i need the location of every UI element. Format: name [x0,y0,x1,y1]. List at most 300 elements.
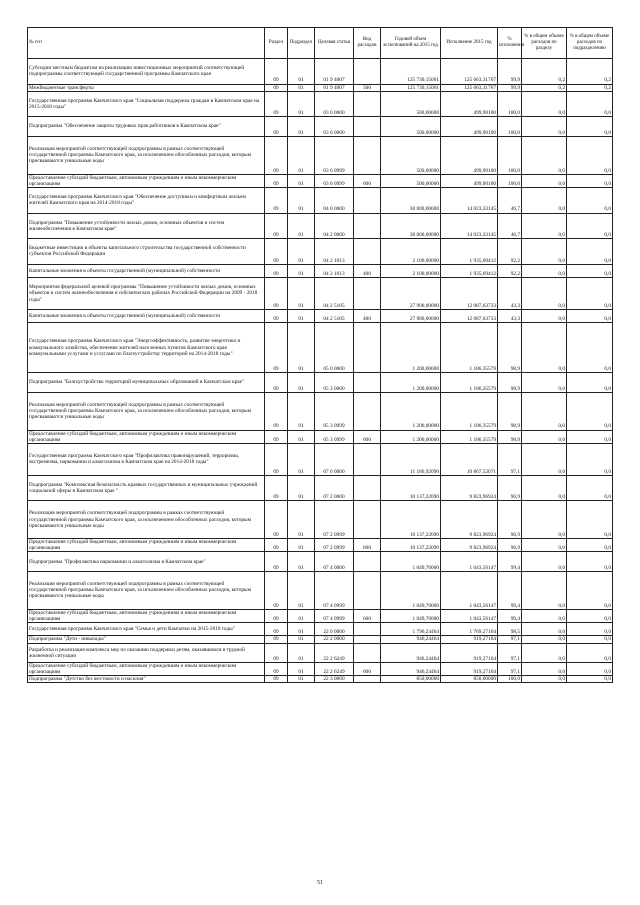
cell-name: Подпрограмма "Детство без жестокости и насилия" [28,676,265,683]
cell-plan: 946,24464 [381,643,441,662]
table-row [28,571,613,609]
table-body [28,59,613,683]
cell-share-podrazdel: 0,0 [567,443,613,475]
cell-expense-type: 500 [354,84,381,91]
cell-plan: 1 200,00000 [381,373,441,392]
cell-percent: 99,9 [498,59,522,85]
cell-target-article: 01 9 4007 [315,84,354,91]
cell-plan: 1 200,00000 [381,430,441,443]
cell-target-article: 22 3 0000 [315,676,354,683]
cell-percent: 97,1 [498,636,522,643]
cell-fact: 1 043,56147 [441,552,498,571]
cell-name: Подпрограмма "Профилактика наркомании и алкоголизма в Камчатском крае" [28,552,265,571]
cell-target-article: 03 6 0000 [315,117,354,136]
table-row [28,623,613,636]
cell-share-razdel: 0,0 [522,571,567,609]
cell-razdel: 09 [265,636,288,643]
header-plan: Годовой объем ассигнований на 2015 год [381,28,441,59]
cell-razdel: 09 [265,392,288,430]
table-row [28,663,613,676]
cell-expense-type [354,392,381,430]
cell-share-podrazdel: 0,2 [567,59,613,85]
cell-percent: 92,2 [498,264,522,277]
header-fact: Исполнение 2015 год [441,28,498,59]
cell-fact: 12 087,63733 [441,309,498,322]
cell-name: Реализация мероприятий соответствующей подпрограммы в рамках соответствующей государственной программы Камчатского края, за исключением обособленных расходов, которым присваиваются уникальные коды [28,571,265,609]
table-row [28,501,613,539]
cell-fact: 14 023,33145 [441,187,498,213]
budget-table [27,27,613,683]
cell-razdel: 09 [265,117,288,136]
cell-plan: 1 049,70000 [381,571,441,609]
cell-expense-type [354,501,381,539]
table-row [28,309,613,322]
cell-target-article: 07 4 0999 [315,571,354,609]
table-row [28,174,613,187]
cell-name: Подпрограмма "Обеспечение защиты трудовых прав работников в Камчатском крае" [28,117,265,136]
cell-expense-type [354,91,381,117]
cell-share-razdel: 0,0 [522,663,567,676]
cell-plan: 30 000,00000 [381,187,441,213]
cell-podrazdel: 01 [288,373,315,392]
cell-share-podrazdel: 0,0 [567,571,613,609]
cell-percent: 46,7 [498,213,522,239]
header-target-article: Целевая статья [315,28,354,59]
cell-share-razdel: 0,0 [522,609,567,622]
cell-target-article: 04 2 0000 [315,213,354,239]
table-row [28,609,613,622]
cell-target-article: 03 6 0999 [315,174,354,187]
cell-percent: 97,1 [498,643,522,662]
table-row [28,373,613,392]
cell-razdel: 09 [265,323,288,373]
table-row [28,475,613,501]
cell-fact: 1 186,35579 [441,392,498,430]
table-row [28,443,613,475]
table-row [28,323,613,373]
cell-podrazdel: 01 [288,84,315,91]
cell-plan: 1 200,00000 [381,323,441,373]
cell-podrazdel: 01 [288,117,315,136]
cell-name: Межбюджетные трансферты [28,84,265,91]
cell-fact: 499,90100 [441,136,498,174]
cell-razdel: 09 [265,136,288,174]
cell-target-article: 04 2 5105 [315,309,354,322]
cell-podrazdel: 01 [288,392,315,430]
cell-expense-type [354,636,381,643]
cell-name: Капитальные вложения в объекты государственной (муниципальной) собственности [28,264,265,277]
cell-share-podrazdel: 0,0 [567,501,613,539]
cell-podrazdel: 01 [288,643,315,662]
cell-percent: 97,1 [498,663,522,676]
cell-name: Разработка и реализация комплекса мер по оказанию поддержки детям, оказавшимся в трудной жизненной ситуации [28,643,265,662]
cell-fact: 9 823,96924 [441,501,498,539]
cell-percent: 99,9 [498,84,522,91]
cell-fact: 1 186,35579 [441,373,498,392]
cell-plan: 2 100,00000 [381,264,441,277]
cell-share-podrazdel: 0,2 [567,84,613,91]
cell-share-podrazdel: 0,0 [567,187,613,213]
cell-razdel: 09 [265,571,288,609]
cell-podrazdel: 01 [288,609,315,622]
cell-expense-type: 400 [354,309,381,322]
cell-expense-type [354,136,381,174]
header-number: № п/п [28,28,265,59]
cell-name: Государственная программа Камчатского края "Социальная поддержка граждан в Камчатском крае на 2015-2018 годы" [28,91,265,117]
cell-plan: 500,00000 [381,117,441,136]
cell-name: Реализация мероприятий соответствующей подпрограммы в рамках соответствующей государственной программы Камчатского края, за исключением обособленных расходов, которым присваиваются уникальные коды [28,392,265,430]
cell-share-razdel: 0,0 [522,278,567,310]
table-row [28,430,613,443]
cell-name: Субсидии местным бюджетам на реализацию инвестиционных мероприятий соответствующей подпрограммы соответствующей государственной программы Камчатского края [28,59,265,85]
cell-razdel: 09 [265,643,288,662]
cell-podrazdel: 01 [288,264,315,277]
cell-percent: 100,0 [498,174,522,187]
cell-share-podrazdel: 0,0 [567,373,613,392]
cell-target-article: 04 2 1013 [315,264,354,277]
cell-plan: 27 900,00000 [381,278,441,310]
cell-share-razdel: 0,0 [522,264,567,277]
cell-share-podrazdel: 0,0 [567,213,613,239]
cell-plan: 500,00000 [381,174,441,187]
cell-fact: 1 043,56147 [441,571,498,609]
cell-name: Предоставление субсидий бюджетным, автономным учреждениям и иным некоммерческим организациям [28,174,265,187]
cell-expense-type [354,571,381,609]
cell-fact: 1 186,35579 [441,323,498,373]
cell-fact: 125 663,31767 [441,84,498,91]
table-row [28,239,613,265]
cell-razdel: 09 [265,84,288,91]
cell-percent: 99,4 [498,571,522,609]
cell-name: Реализация мероприятий соответствующей подпрограммы в рамках соответствующей государственной программы Камчатского края, за исключением обособленных расходов, которым присваиваются уникальные коды [28,136,265,174]
cell-target-article: 05 0 0000 [315,323,354,373]
table-row [28,552,613,571]
cell-target-article: 04 0 0000 [315,187,354,213]
cell-expense-type [354,278,381,310]
table-row [28,278,613,310]
cell-percent: 98,9 [498,392,522,430]
cell-share-razdel: 0,0 [522,323,567,373]
cell-fact: 919,27164 [441,663,498,676]
cell-plan: 125 730,15001 [381,59,441,85]
table-row [28,264,613,277]
cell-expense-type [354,676,381,683]
cell-razdel: 09 [265,443,288,475]
cell-share-razdel: 0,2 [522,84,567,91]
cell-podrazdel: 01 [288,571,315,609]
cell-target-article: 22 2 6249 [315,663,354,676]
cell-podrazdel: 01 [288,187,315,213]
cell-percent: 100,0 [498,91,522,117]
cell-target-article: 04 2 1013 [315,239,354,265]
cell-name: Мероприятия федеральной целевой программы "Повышение устойчивости жилых домов, основных объектов и систем жизнеобеспечения в сейсмических районах Российской Федерации на 2009 - 2018 годы" [28,278,265,310]
cell-share-podrazdel: 0,0 [567,91,613,117]
cell-plan: 946,24464 [381,636,441,643]
cell-percent: 96,9 [498,539,522,552]
cell-share-razdel: 0,0 [522,430,567,443]
cell-target-article: 07 0 0000 [315,443,354,475]
cell-plan: 1 049,70000 [381,609,441,622]
cell-expense-type [354,443,381,475]
cell-share-razdel: 0,0 [522,136,567,174]
cell-name: Предоставление субсидий бюджетным, автономным учреждениям и иным некоммерческим организациям [28,430,265,443]
cell-target-article: 05 3 0000 [315,373,354,392]
header-expense-type: Вид расходов [354,28,381,59]
cell-target-article: 01 9 4007 [315,59,354,85]
cell-share-razdel: 0,0 [522,174,567,187]
cell-podrazdel: 01 [288,323,315,373]
cell-share-razdel: 0,0 [522,187,567,213]
cell-share-razdel: 0,0 [522,676,567,683]
table-row [28,539,613,552]
cell-share-podrazdel: 0,0 [567,475,613,501]
cell-share-podrazdel: 0,0 [567,174,613,187]
cell-share-podrazdel: 0,0 [567,136,613,174]
cell-expense-type [354,59,381,85]
cell-share-podrazdel: 0,0 [567,663,613,676]
cell-target-article: 22 2 6249 [315,643,354,662]
cell-razdel: 09 [265,373,288,392]
cell-share-razdel: 0,0 [522,636,567,643]
cell-share-podrazdel: 0,0 [567,117,613,136]
cell-podrazdel: 01 [288,59,315,85]
cell-share-razdel: 0,0 [522,643,567,662]
cell-plan: 946,24464 [381,663,441,676]
cell-plan: 10 137,22090 [381,501,441,539]
cell-percent: 99,4 [498,609,522,622]
cell-share-podrazdel: 0,0 [567,552,613,571]
cell-percent: 98,5 [498,623,522,636]
cell-share-razdel: 0,0 [522,539,567,552]
cell-percent: 96,9 [498,475,522,501]
cell-name: Подпрограмма "Комплексная безопасность краевых государственных и муниципальных учреждений социальной сферы в Камчатском крае " [28,475,265,501]
cell-share-podrazdel: 0,0 [567,609,613,622]
cell-share-razdel: 0,0 [522,309,567,322]
cell-percent: 100,0 [498,117,522,136]
cell-razdel: 09 [265,187,288,213]
cell-percent: 100,0 [498,136,522,174]
cell-target-article: 03 6 0999 [315,136,354,174]
cell-name: Подпрограмма "Благоустройство территорий муниципальных образований в Камчатском крае" [28,373,265,392]
header-share-razdel: % в общем объеме расходов по разделу [522,28,567,59]
cell-percent: 98,9 [498,373,522,392]
table-header-row [28,28,613,59]
table-row [28,187,613,213]
header-razdel: Раздел [265,28,288,59]
cell-plan: 500,00000 [381,136,441,174]
cell-share-razdel: 0,0 [522,213,567,239]
cell-fact: 1 186,35579 [441,430,498,443]
cell-target-article: 22 0 0000 [315,623,354,636]
cell-razdel: 09 [265,552,288,571]
cell-plan: 10 137,22090 [381,539,441,552]
cell-expense-type [354,373,381,392]
cell-target-article: 03 0 0000 [315,91,354,117]
table-row [28,392,613,430]
table-row [28,91,613,117]
cell-razdel: 09 [265,59,288,85]
cell-expense-type [354,117,381,136]
cell-expense-type [354,552,381,571]
cell-share-podrazdel: 0,0 [567,539,613,552]
cell-plan: 27 900,00000 [381,309,441,322]
cell-fact: 1 935,69412 [441,239,498,265]
cell-podrazdel: 01 [288,430,315,443]
table-row [28,676,613,683]
cell-razdel: 09 [265,174,288,187]
cell-expense-type [354,623,381,636]
cell-share-razdel: 0,0 [522,552,567,571]
table-row [28,636,613,643]
cell-razdel: 09 [265,264,288,277]
cell-percent: 97,1 [498,443,522,475]
cell-podrazdel: 01 [288,309,315,322]
cell-percent: 96,9 [498,501,522,539]
cell-podrazdel: 01 [288,539,315,552]
cell-expense-type: 400 [354,264,381,277]
cell-percent: 99,4 [498,552,522,571]
cell-share-podrazdel: 0,0 [567,636,613,643]
cell-razdel: 09 [265,278,288,310]
cell-plan: 850,00000 [381,676,441,683]
cell-share-podrazdel: 0,0 [567,309,613,322]
cell-name: Предоставление субсидий бюджетным, автономным учреждениям и иным некоммерческим организациям [28,609,265,622]
cell-percent: 98,9 [498,430,522,443]
cell-expense-type: 600 [354,663,381,676]
cell-plan: 30 000,00000 [381,213,441,239]
cell-fact: 1 043,56147 [441,609,498,622]
cell-target-article: 05 3 0999 [315,392,354,430]
cell-podrazdel: 01 [288,501,315,539]
header-podrazdel: Подраздел [288,28,315,59]
cell-razdel: 09 [265,213,288,239]
table-row [28,136,613,174]
cell-podrazdel: 01 [288,239,315,265]
cell-expense-type [354,475,381,501]
cell-podrazdel: 01 [288,443,315,475]
table-row [28,643,613,662]
cell-razdel: 09 [265,676,288,683]
cell-expense-type [354,323,381,373]
cell-razdel: 09 [265,609,288,622]
cell-razdel: 09 [265,309,288,322]
cell-share-razdel: 0,0 [522,475,567,501]
cell-razdel: 09 [265,501,288,539]
cell-share-razdel: 0,2 [522,59,567,85]
cell-razdel: 09 [265,539,288,552]
cell-expense-type [354,213,381,239]
cell-plan: 10 137,22090 [381,475,441,501]
cell-fact: 499,90100 [441,91,498,117]
cell-target-article: 07 2 0999 [315,539,354,552]
page-number: 51 [317,880,323,886]
cell-razdel: 09 [265,623,288,636]
cell-expense-type: 600 [354,539,381,552]
cell-podrazdel: 01 [288,676,315,683]
cell-fact: 499,90100 [441,117,498,136]
cell-expense-type: 600 [354,174,381,187]
cell-plan: 11 186,92090 [381,443,441,475]
cell-name: Государственная программа Камчатского края "Профилактика правонарушений, терроризма, экстремизма, наркомании и алкоголизма в Камчатском крае на 2014-2018 годы" [28,443,265,475]
cell-share-razdel: 0,0 [522,91,567,117]
cell-share-razdel: 0,0 [522,239,567,265]
cell-share-podrazdel: 0,0 [567,278,613,310]
cell-name: Подпрограмма "Дети - инвалиды" [28,636,265,643]
cell-share-podrazdel: 0,0 [567,239,613,265]
cell-share-podrazdel: 0,0 [567,392,613,430]
cell-name: Государственная программа Камчатского края "Семья и дети Камчатки на 2015-2018 годы" [28,623,265,636]
cell-expense-type [354,643,381,662]
cell-name: Подпрограмма "Повышение устойчивости жилых домов, основных объектов и систем жизнеобеспечения в Камчатском крае" [28,213,265,239]
cell-fact: 14 023,33145 [441,213,498,239]
cell-target-article: 07 4 0999 [315,609,354,622]
cell-share-razdel: 0,0 [522,501,567,539]
table-row [28,59,613,85]
cell-fact: 1 935,69412 [441,264,498,277]
table-row [28,213,613,239]
cell-percent: 43,3 [498,278,522,310]
cell-razdel: 09 [265,663,288,676]
cell-target-article: 04 2 5105 [315,278,354,310]
cell-target-article: 05 3 0999 [315,430,354,443]
cell-target-article: 07 2 0999 [315,501,354,539]
cell-podrazdel: 01 [288,278,315,310]
cell-fact: 125 663,31767 [441,59,498,85]
cell-plan: 2 100,00000 [381,239,441,265]
cell-fact: 850,00000 [441,676,498,683]
cell-podrazdel: 01 [288,136,315,174]
cell-podrazdel: 01 [288,475,315,501]
cell-fact: 1 769,27164 [441,623,498,636]
cell-percent: 46,7 [498,187,522,213]
cell-fact: 9 823,96924 [441,539,498,552]
cell-fact: 499,90100 [441,174,498,187]
cell-name: Бюджетные инвестиции в объекты капитального строительства государственной собственности субъектов Российской Федерации [28,239,265,265]
cell-name: Реализация мероприятий соответствующей подпрограммы в рамках соответствующей государственной программы Камчатского края, за исключением обособленных расходов, которым присваиваются уникальные коды [28,501,265,539]
cell-name: Государственная программа Камчатского края "Обеспечение доступным и комфортным жильем жителей Камчатского края на 2014-2018 годы" [28,187,265,213]
cell-share-podrazdel: 0,0 [567,643,613,662]
header-percent: % исполнения [498,28,522,59]
cell-share-razdel: 0,0 [522,623,567,636]
cell-target-article: 07 4 0000 [315,552,354,571]
cell-expense-type: 600 [354,430,381,443]
cell-expense-type [354,187,381,213]
cell-target-article: 22 2 0000 [315,636,354,643]
table-row [28,84,613,91]
cell-fact: 919,27164 [441,636,498,643]
cell-expense-type: 600 [354,609,381,622]
cell-podrazdel: 01 [288,552,315,571]
cell-fact: 10 867,52071 [441,443,498,475]
cell-name: Предоставление субсидий бюджетным, автономным учреждениям и иным некоммерческим организациям [28,663,265,676]
cell-percent: 43,3 [498,309,522,322]
cell-podrazdel: 01 [288,663,315,676]
cell-name: Предоставление субсидий бюджетным, автономным учреждениям и иным некоммерческим организациям [28,539,265,552]
cell-podrazdel: 01 [288,636,315,643]
cell-podrazdel: 01 [288,174,315,187]
cell-share-podrazdel: 0,0 [567,623,613,636]
cell-plan: 1 049,70000 [381,552,441,571]
cell-share-podrazdel: 0,0 [567,323,613,373]
cell-podrazdel: 01 [288,91,315,117]
cell-share-razdel: 0,0 [522,373,567,392]
cell-razdel: 09 [265,239,288,265]
cell-share-podrazdel: 0,0 [567,264,613,277]
cell-plan: 1 796,24464 [381,623,441,636]
cell-plan: 1 200,00000 [381,392,441,430]
cell-percent: 92,2 [498,239,522,265]
cell-razdel: 09 [265,430,288,443]
